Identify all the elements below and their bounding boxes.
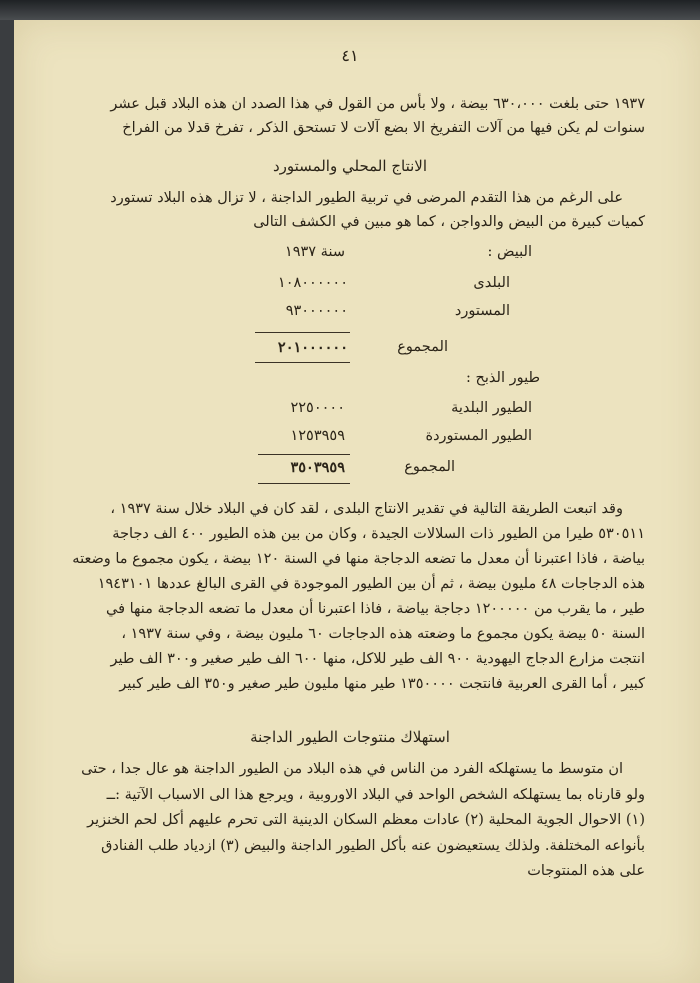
- row-value: ١٢٥٣٩٥٩: [290, 428, 345, 444]
- text-line: ١٩٣٧ حتى بلغت ٦٣٠،٠٠٠ بيضة ، ولا بأس من القول في هذا الصدد ان هذه البلاد قبل عشر: [110, 96, 645, 112]
- scanner-top-edge: [0, 0, 700, 20]
- text-line: ان متوسط ما يستهلكه الفرد من الناس في هذه البلاد من الطيور الداجنة هو عال جدا ، حتى: [81, 761, 623, 777]
- total-rule: [258, 454, 350, 455]
- text-line: بياضة ، فاذا اعتبرنا أن معدل ما تضعه الدجاجة منها في السنة ١٢٠ بيضة ، يكون مجموع ما وضعته: [72, 551, 645, 567]
- text-line: انتجت مزارع الدجاج اليهودية ٩٠٠ الف طير للاكل، منها ٦٠٠ الف طير صغير و٣٠٠ الف طير: [110, 651, 645, 667]
- table-row: [0, 428, 700, 450]
- table-row: [0, 400, 700, 422]
- text-line: وقد اتبعت الطريقة التالية في تقدير الانتاج البلدى ، لقد كان في البلاد خلال سنة ١٩٣٧ ،: [110, 501, 623, 517]
- table-total-row: [0, 459, 700, 481]
- total-value: ٣٥٠٣٩٥٩: [290, 459, 345, 476]
- text-line: كميات كبيرة من البيض والدواجن ، كما هو مبين في الكشف التالى: [253, 214, 645, 230]
- total-value: ٢٠١٠٠٠٠٠٠: [277, 339, 348, 356]
- poultry-section-label: طيور الذبح :: [466, 370, 540, 386]
- total-double-rule: [255, 362, 350, 363]
- table-total-row: [0, 339, 700, 361]
- page-number: ٤١: [341, 46, 359, 65]
- year-header: سنة ١٩٣٧: [284, 244, 345, 260]
- text-line: سنوات لم يكن فيها من آلات التفريخ الا بضع آلات لا تستحق الذكر ، تفرخ قدلا من الفراخ: [122, 120, 645, 136]
- heading-local-and-imported-production: الانتاج المحلي والمستورد: [272, 157, 427, 175]
- row-label: المستورد: [454, 303, 510, 319]
- row-value: ٢٢٥٠٠٠٠: [290, 400, 345, 416]
- text-line: طير ، ما يقرب من ١٢٠٠٠٠٠ دجاجة بياضة ، فاذا اعتبرنا أن معدل ما تضعه الدجاجة منها في: [106, 601, 645, 617]
- text-line: (١) الاحوال الجوية المحلية (٢) عادات معظم السكان الدينية التى تحرم عليهم أكل لحم الخنزير: [87, 812, 645, 828]
- table-row: [0, 275, 700, 297]
- text-line: كبير ، أما القرى العربية فانتجت ١٣٥٠٠٠٠ طير منها مليون طير صغير و٣٥٠ الف طير كبير: [119, 676, 645, 692]
- total-double-rule: [258, 483, 350, 484]
- text-line: ولو قارناه بما يستهلكه الشخص الواحد في البلاد الاوروبية ، ويرجع هذا الى الاسباب الآتية :ــ: [106, 786, 645, 803]
- row-value: ١٠٨٠٠٠٠٠٠: [277, 275, 348, 291]
- row-label: الطيور المستوردة: [425, 428, 532, 444]
- method-paragraph: [60, 497, 645, 697]
- row-label: الطيور البلدية: [451, 400, 532, 416]
- text-line: هذه الدجاجات ٤٨ مليون بيضة ، ثم أن بين الطيور الموجودة في القرى البالغ عددها ١٩٤٣١٠١: [97, 576, 645, 592]
- row-value: ٩٣٠٠٠٠٠٠: [285, 303, 348, 319]
- text-line: على الرغم من هذا التقدم المرضى في تربية الطيور الداجنة ، لا تزال هذه البلاد تستورد: [110, 190, 623, 206]
- production-paragraph: [60, 186, 645, 234]
- text-line: ٥٣٠٥١١ طيرا من الطيور ذات السلالات الجيدة ، وكان من بين هذه الطيور ٤٠٠ الف دجاجة: [112, 526, 645, 542]
- text-line: السنة ٥٠ بيضة يكون مجموع ما وضعته هذه الدجاجات ٦٠ مليون بيضة ، وفي سنة ١٩٣٧ ،: [121, 626, 645, 642]
- text-line: على هذه المنتوجات: [527, 863, 645, 879]
- table-row: [0, 303, 700, 325]
- text-line: بأنواعه المختلفة. ولذلك يستعيضون عنه بأكل الطيور الداجنة والبيض (٣) ازدياد طلب الفنادق: [101, 837, 645, 854]
- row-label: البلدى: [473, 275, 510, 291]
- intro-paragraph: [60, 92, 645, 140]
- total-label: المجموع: [404, 459, 455, 475]
- total-rule: [255, 332, 350, 333]
- total-label: المجموع: [397, 339, 448, 355]
- heading-consumption: استهلاك منتوجات الطيور الداجنة: [250, 728, 450, 746]
- consumption-paragraph: [60, 757, 645, 885]
- eggs-section-label: البيض :: [487, 244, 532, 260]
